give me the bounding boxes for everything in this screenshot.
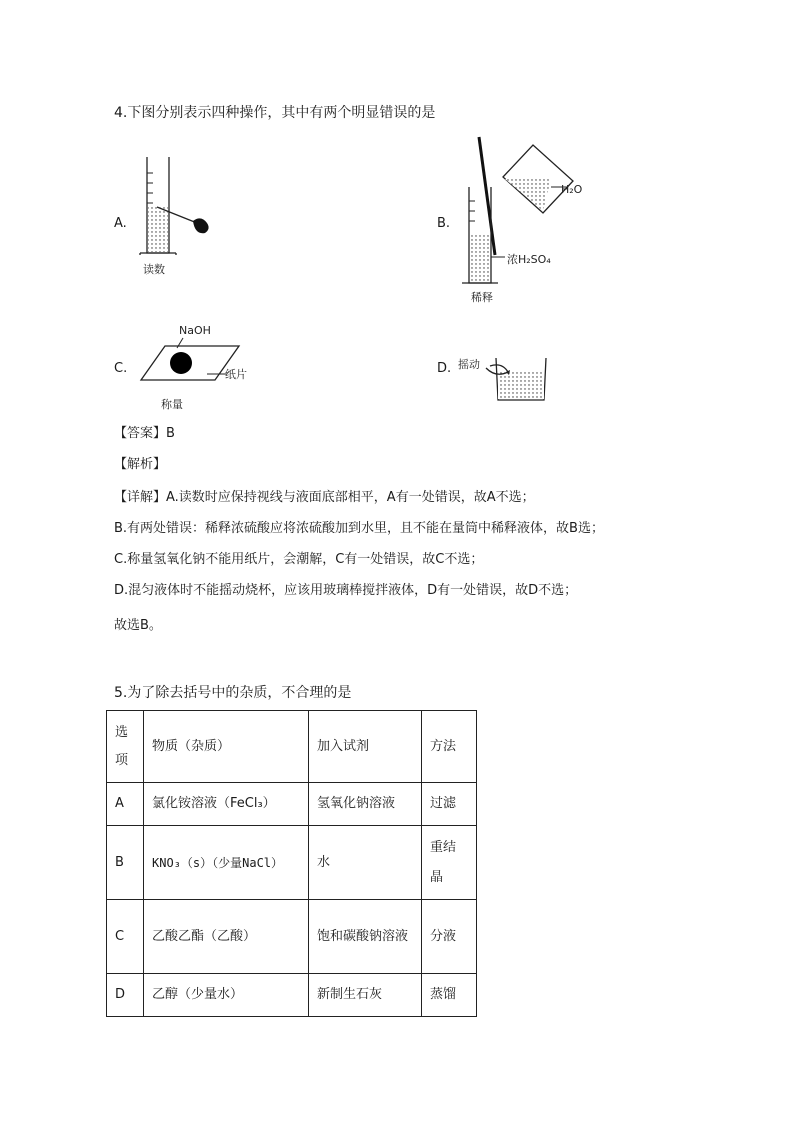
- row-b-method: 重结晶: [422, 826, 477, 900]
- eye-icon: [193, 218, 209, 233]
- cylinder-ticks-a: [147, 173, 153, 203]
- answer-line: 【答案】B: [114, 426, 175, 441]
- row-b-reagent: 水: [309, 826, 422, 900]
- row-d-option: D: [107, 974, 144, 1017]
- detail-line-1: 【详解】A.读数时应保持视线与液面底部相平，A有一处错误，故A不选；: [114, 490, 535, 505]
- question-5-title: 5.为了除去括号中的杂质，不合理的是: [114, 685, 352, 701]
- detail-line-2: B.有两处错误：稀释浓硫酸应将浓硫酸加到水里，且不能在量筒中稀释液体，故B选；: [114, 521, 604, 536]
- figure-a-reading: [135, 155, 225, 285]
- row-a-substance: 氯化铵溶液（FeCl₃）: [144, 783, 309, 826]
- caption-c: 称量: [161, 398, 183, 411]
- option-d-letter: D.: [437, 361, 452, 376]
- naoh-pellet: [170, 352, 192, 374]
- detail-line-4: D.混匀液体时不能摇动烧杯，应该用玻璃棒搅拌液体，D有一处错误，故D不选；: [114, 583, 578, 598]
- header-cell-substance: 物质（杂质）: [144, 711, 309, 783]
- header-cell-reagent: 加入试剂: [309, 711, 422, 783]
- option-b-letter: B.: [437, 216, 451, 231]
- row-c-substance: 乙酸乙酯（乙酸）: [144, 900, 309, 974]
- options-table: [106, 710, 477, 1017]
- caption-d: 摇动: [458, 358, 480, 371]
- analysis-heading: 【解析】: [114, 457, 167, 472]
- detail-line-3: C.称量氢氧化钠不能用纸片，会潮解，C有一处错误，故C不选；: [114, 552, 484, 567]
- figure-d-shaking: [456, 352, 556, 407]
- naoh-label: NaOH: [179, 324, 211, 337]
- row-a-reagent: 氢氧化钠溶液: [309, 783, 422, 826]
- row-a-method: 过滤: [422, 783, 477, 826]
- paper-label: 纸片: [225, 368, 247, 381]
- cylinder-ticks-b: [469, 201, 475, 221]
- water-label: H₂O: [561, 183, 583, 196]
- question-4-title: 4.下图分别表示四种操作，其中有两个明显错误的是: [114, 105, 436, 121]
- liquid-a: [148, 207, 168, 252]
- table-row: [107, 974, 477, 1017]
- option-c-letter: C.: [114, 361, 128, 376]
- figure-b-dilution: [455, 135, 595, 305]
- acid-liquid-b: [470, 233, 490, 282]
- acid-label: 浓H₂SO₄: [507, 253, 551, 266]
- conclusion-line: 故选B。: [114, 618, 162, 633]
- caption-a: 读数: [143, 263, 165, 276]
- row-d-reagent: 新制生石灰: [309, 974, 422, 1017]
- row-d-substance: 乙醇（少量水）: [144, 974, 309, 1017]
- figure-c-weighing: [135, 318, 275, 413]
- table-row: [107, 900, 477, 974]
- row-b-option: B: [107, 826, 144, 900]
- option-a-letter: A.: [114, 216, 127, 231]
- table-row: [107, 783, 477, 826]
- water-in-beaker: [505, 179, 551, 211]
- table-header-row: [107, 711, 477, 783]
- row-c-option: C: [107, 900, 144, 974]
- liquid-d: [498, 370, 544, 399]
- row-c-reagent: 饱和碳酸钠溶液: [309, 900, 422, 974]
- caption-b: 稀释: [471, 291, 493, 304]
- row-b-substance: KNO₃（s）（少量NaCl）: [144, 826, 309, 900]
- row-c-method: 分液: [422, 900, 477, 974]
- header-cell-method: 方法: [422, 711, 477, 783]
- row-a-option: A: [107, 783, 144, 826]
- table-row: [107, 826, 477, 900]
- header-cell-option: 选项: [107, 711, 144, 783]
- row-d-method: 蒸馏: [422, 974, 477, 1017]
